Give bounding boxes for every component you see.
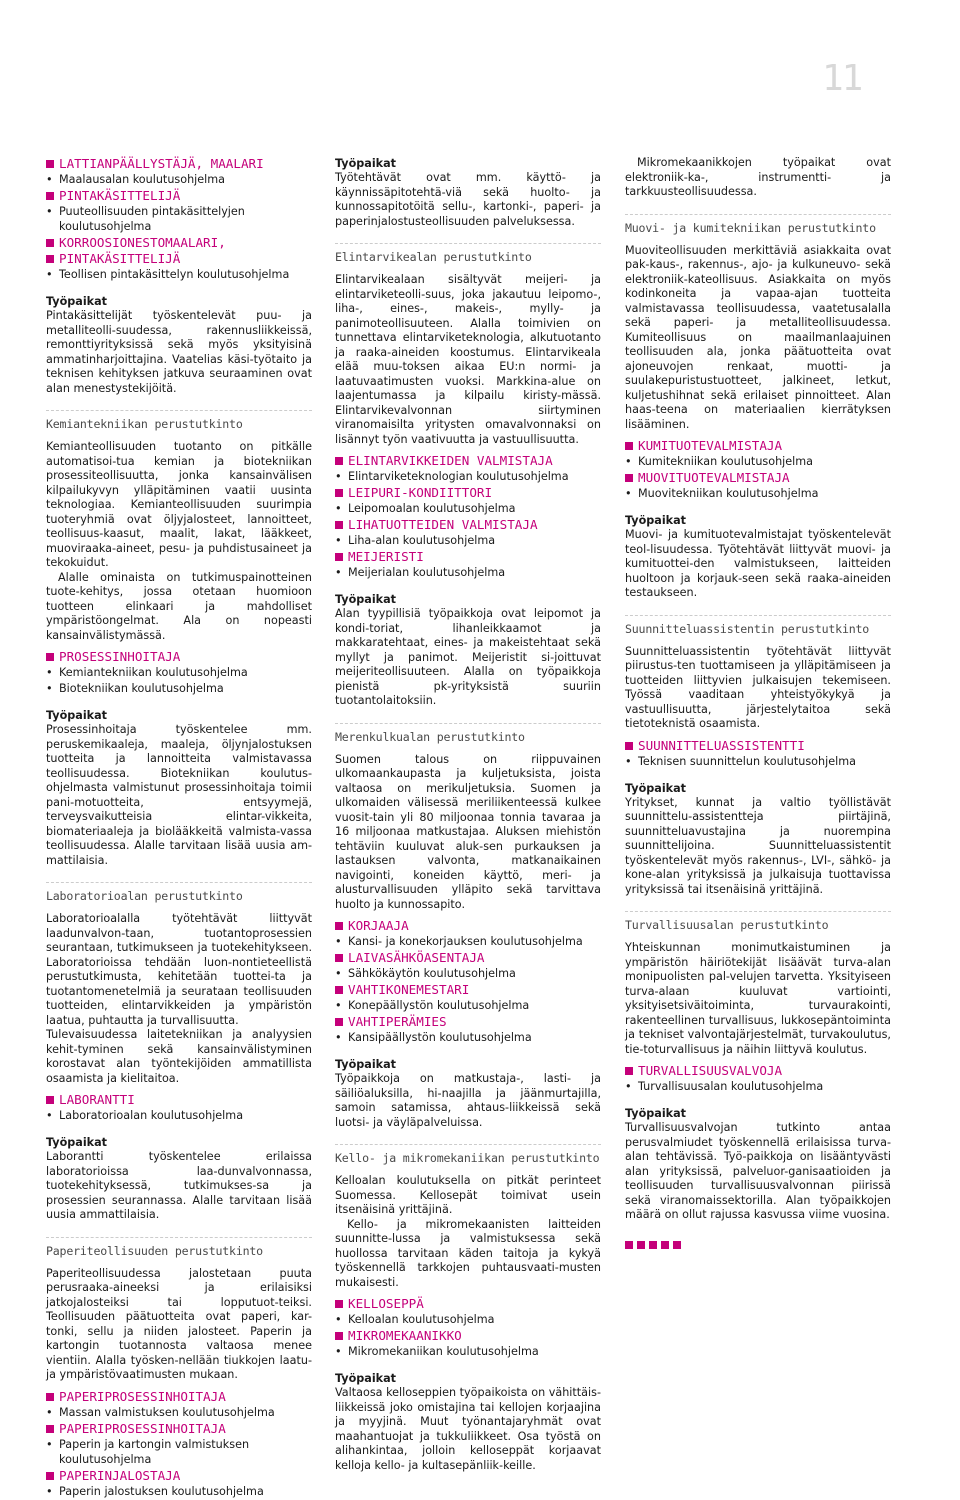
workplaces-heading: Työpaikat	[625, 1107, 687, 1120]
job-title: VAHTIPERÄMIES	[335, 1014, 601, 1030]
program-item: • Maalausalan koulutusohjelma	[46, 172, 312, 187]
square-icon	[637, 1241, 645, 1249]
program-item: • Liha-alan koulutusohjelma	[335, 533, 601, 548]
page-number: 11	[822, 58, 862, 99]
job-title: PAPERINJALOSTAJA	[46, 1468, 312, 1484]
job-title: KORROOSIONESTOMAALARI,	[46, 235, 312, 251]
section-heading: Kemiantekniikan perustutkinto	[46, 410, 312, 432]
column-left	[46, 156, 312, 1500]
job-title: MUOVITUOTEVALMISTAJA	[625, 470, 891, 486]
column-right	[625, 156, 891, 1249]
job-title: LABORANTTI	[46, 1092, 312, 1108]
workplaces-heading: Työpaikat	[46, 709, 108, 722]
column-middle	[335, 156, 601, 1487]
program-item: • Turvallisuusalan koulutusohjelma	[625, 1079, 891, 1094]
program-item: • Konepäällystön koulutusohjelma	[335, 998, 601, 1013]
job-title: MEIJERISTI	[335, 549, 601, 565]
paragraph: Laborantti työskentelee erilaissa laboratorioissa laa-dunvalvonnassa, tuotekehityksessä, tutkimukses-sa ja prosessien seurannassa. Alalle tarvitaan lisää uusia ammattilaisia.	[46, 1150, 312, 1221]
job-title: PINTAKÄSITTELIJÄ	[46, 188, 312, 204]
paragraph: Kemianteollisuuden tuotanto on pitkälle automatisoi-tua kemian ja biotekniikan prosessiteollisuutta, jonka kansainvälisen kilpailukyvyn ylläpitäminen vaatii uusinta teknologiaa. Kemianteollisuuden suurimpia tuoteryhmiä ovat öljyjalosteet, lannoitteet, teollisuus-kaasut, maalit, lakat, lääkkeet, muoviraaka-aineet, pesu- ja puhdistusaineet ja tekokuidut.	[46, 440, 312, 569]
paragraph: Alan tyypillisiä työpaikkoja ovat leipomot ja kondi-toriat, lihanleikkaamot ja makkaratehtaat, eines- ja makeistehtaat sekä myllyt ja panimot. Meijeristit si-joittuvat meijeriteollisuuteen. Alalla on työpaikkoja pienistä pk-yrityksistä suuriin tuotantolaitoksiin.	[335, 607, 601, 707]
square-icon	[649, 1241, 657, 1249]
paragraph: Yhteiskunnan monimutkaistuminen ja ympäristön häiriötekijät lisäävät turva-alan monipuolisten pal-velujen tarvetta. Yksityiseen turva-alaan kuuluvat vartiointi, yksityisetsiväitoiminta, turvaurakointi, rakenteellinen turvallisuus, lukkosepäntoiminta ja tekniset valvontajärjestelmät, turvakoulutus, tie-toturvallisuus ja näihin liittyvä koulutus.	[625, 941, 891, 1056]
job-title: KELLOSEPPÄ	[335, 1296, 601, 1312]
workplaces-heading: Työpaikat	[335, 157, 397, 170]
job-title: LIHATUOTTEIDEN VALMISTAJA	[335, 517, 601, 533]
job-title-line: PINTAKÄSITTELIJÄ	[59, 251, 181, 266]
square-icon	[661, 1241, 669, 1249]
section-heading: Suunnitteluassistentin perustutkinto	[625, 615, 891, 637]
section-heading: Muovi- ja kumitekniikan perustutkinto	[625, 214, 891, 236]
paragraph: Mikromekaanikkojen työpaikat ovat elektroniik-ka-, instrumentti- ja tarkkuusteollisuudessa.	[625, 156, 891, 198]
paragraph: Laboratorioalalla työtehtävät liittyvät laadunvalvon-taan, tuotantoprosessien seurantaan, tutkimukseen ja tuotekehitykseen. Laboratorioissa tehdään luon-nontieteellistä perustutkimusta, kehitetään tuottei-ta ja tuotantomenetelmiä ja seurataan teollisuuden tuotteiden, elintarvikkeiden ja ympäristön laatua, puhtautta ja turvallisuutta.	[46, 912, 312, 1027]
job-title: PAPERIPROSESSINHOITAJA	[46, 1389, 312, 1405]
job-title: PAPERIPROSESSINHOITAJA	[46, 1421, 312, 1437]
section-heading: Laboratorioalan perustutkinto	[46, 882, 312, 904]
program-item: • Kelloalan koulutusohjelma	[335, 1312, 601, 1327]
paragraph: Alalle ominaista on tutkimuspainotteinen tuote-kehitys, jossa otetaan huomioon tuotteen elinkaari ja mahdolliset ympäristöongelmat. Ala on nopeasti kansainvälistymässä.	[46, 570, 312, 642]
paragraph: Suunnitteluassistentin työtehtävät liittyvät piirustus-ten tuottamiseen ja ylläpitämiseen ja tuotteiden liittyvien julkaisujen tekemiseen. Työssä vaaditaan yhteistyökykyä ja vastuullisuutta, järjestelytaitoa sekä tietoteknistä osaamista.	[625, 644, 891, 730]
job-title: LEIPURI-KONDIITTORI	[335, 485, 601, 501]
paragraph: Pintakäsittelijät työskentelevät puu- ja metalliteolli-suudessa, rakennusliikkeissä, remonttiyrityksissä sekä myös yksityisinä ammatinharjoittajina. Vaatelias käsi-työtaito ja teknisen kehityksen jatkuva seuraaminen ovat alan menestystekijöitä.	[46, 309, 312, 395]
program-item: • Kemiantekniikan koulutusohjelma	[46, 665, 312, 680]
section-heading: Elintarvikealan perustutkinto	[335, 243, 601, 265]
job-title: LAIVASÄHKÖASENTAJA	[335, 950, 601, 966]
job-title: KUMITUOTEVALMISTAJA	[625, 438, 891, 454]
program-item: • Puuteollisuuden pintakäsittelyjen koulutusohjelma	[46, 204, 312, 234]
program-item: • Teollisen pintakäsittelyn koulutusohjelma	[46, 267, 312, 282]
paragraph: Paperiteollisuudessa jalostetaan puuta perusraaka-aineeksi ja erilaisiksi jatkojalosteiksi tai lopputuot-teiksi. Teollisuuden päätuotteita ovat paperi, kar-tonki, sellu ja niiden jalosteet. Paperin ja kartongin tuotannosta valtaosa menee vientiin. Alalla työsken-nellään tiukkojen laatu- ja ympäristövaatimusten mukaan.	[46, 1266, 312, 1381]
program-item: • Laboratorioalan koulutusohjelma	[46, 1108, 312, 1123]
program-item: • Kansipäällystön koulutusohjelma	[335, 1030, 601, 1045]
workplaces-heading: Työpaikat	[46, 295, 108, 308]
program-item: • Teknisen suunnittelun koulutusohjelma	[625, 754, 891, 769]
paragraph: Yritykset, kunnat ja valtio työllistävät suunnittelu-assistentteja piirtäjinä, suunnitteluavustajina ja nuorempina suunnittelijoina. Suunnitteluassistentit työskentelevät myös rakennus-, LVI-, sähkö- ja kone-alan yrityksissä ja julkaisuja tuottavissa yrityksissä tai itsenäisinä yrittäjinä.	[625, 795, 891, 896]
workplaces-heading: Työpaikat	[335, 1372, 397, 1385]
program-item: • Paperin jalostuksen koulutusohjelma	[46, 1484, 312, 1499]
job-title-continued	[46, 251, 312, 267]
paragraph: Työpaikkoja on matkustaja-, lasti- ja säiliöaluksilla, hi-naajilla ja jäänmurtajilla, samoin satamissa, ahtaus-liikkeissä sekä luotsi- ja väyläpalveluissa.	[335, 1072, 601, 1129]
paragraph: Kello- ja mikromekaanisten laitteiden suunnitte-lussa ja valmistuksessa sekä huollossa tarvitaan käden taitoja ja kykyä työskennellä tarkkojen puhtausvaati-musten mukaisesti.	[335, 1217, 601, 1289]
section-heading: Turvallisuusalan perustutkinto	[625, 911, 891, 933]
paragraph: Prosessinhoitaja työskentelee mm. peruskemikaaleja, maaleja, öljynjalostuksen tuotteita ja lannoitteita valmistavassa teollisuudessa. Biotekniikan koulutus-ohjelmasta valmistunut prosessinhoitaja toimii pani-motuotteita, entsyymejä, terveysvaikutteisia elintar-vikkeita, biomateriaaleja ja biolääkkeitä valmista-vassa teollisuudessa. Alalle tarvitaan lisää uusia am-mattilaisia.	[46, 723, 312, 867]
program-item: • Sähkökäytön koulutusohjelma	[335, 966, 601, 981]
section-heading: Kello- ja mikromekaniikan perustutkinto	[335, 1144, 601, 1166]
section-heading: Merenkulkualan perustutkinto	[335, 723, 601, 745]
decorative-squares	[625, 1241, 891, 1249]
paragraph: Muoviteollisuuden merkittäviä asiakkaita ovat pak-kaus-, rakennus-, ajo- ja kulkuneuvo- sekä elektroniik-kateollisuus. Asiakkaita on myös kodinkoneita ja vapaa-ajan tuotteita valmistavassa teollisuudessa, vaatetusalalla sekä paperi- ja metalliteollisuudessa. Kumiteollisuus on maailmanlaajuinen teollisuuden ala, jonka päätuotteita ovat ajoneuvojen renkaat, muotti- ja suulakepuristustuotteet, jalkineet, letkut, kuljetushihnat sekä erilaiset pinnoitteet. Alan haas-teena on materiaalien kierrätyksen lisääminen.	[625, 243, 891, 431]
job-title: KORJAAJA	[335, 918, 601, 934]
job-title: VAHTIKONEMESTARI	[335, 982, 601, 998]
job-title: SUUNNITTELUASSISTENTTI	[625, 738, 891, 754]
program-item: • Mikromekaniikan koulutusohjelma	[335, 1344, 601, 1359]
program-item: • Meijerialan koulutusohjelma	[335, 565, 601, 580]
job-title: MIKROMEKAANIKKO	[335, 1328, 601, 1344]
job-title: TURVALLISUUSVALVOJA	[625, 1063, 891, 1079]
program-item: • Massan valmistuksen koulutusohjelma	[46, 1405, 312, 1420]
paragraph: Elintarvikealaan sisältyvät meijeri- ja elintarviketeolli-suus, joka jakautuu leipomo-, liha-, eines-, makeis-, mylly- ja panimoteollisuuteen. Alalla toimivien on tunnettava elintarviketeknologia, alkutuotanto ja raaka-aineiden koostumus. Elintarvikeala elää muu-toksen aikaa EU:n normi- ja laatuvaatimusten vuoksi. Markkina-alue on laajentumassa ja kilpailu kiristy-mässä. Elintarvikevalvonnan siirtyminen viranomaisilta yritysten omavalvonnaksi on lisännyt työn vaativuutta ja vastuullisuutta.	[335, 273, 601, 446]
program-item: • Leipomoalan koulutusohjelma	[335, 501, 601, 516]
workplaces-heading: Työpaikat	[625, 781, 687, 795]
paragraph: Kelloalan koulutuksella on pitkät perinteet Suomessa. Kellosepät toimivat usein itsenäisinä yrittäjinä.	[335, 1174, 601, 1216]
paragraph: Valtaosa kelloseppien työpaikoista on vähittäis-liikkeissä joko omistajina tai kellojen korjaajina ja myyjinä. Muut työnantajaryhmät ovat maahantuojat ja tukkuliikkeet. Osa työstä on alihankintaa, jolloin kelloseppät korjaavat kelloja kello- ja kultasepänliik-keille.	[335, 1386, 601, 1472]
workplaces-heading: Työpaikat	[46, 1136, 108, 1149]
workplaces-heading: Työpaikat	[335, 593, 397, 606]
paragraph: Turvallisuusvalvojan tutkinto antaa perusvalmiudet työskennellä erilaisissa turva-alan tehtävissä. Työ-paikkoja on lisääntyvästi alan yrityksissä, palveluor-ganisaatioiden ja teollisuuden turvallisuusvalvonnan piirissä sekä viranomaissektorilla. Alan työpaikkojen määrä on ollut rajussa kasvussa viime vuosina.	[625, 1121, 891, 1221]
section-heading: Paperiteollisuuden perustutkinto	[46, 1237, 312, 1259]
program-item: • Elintarviketeknologian koulutusohjelma	[335, 469, 601, 484]
paragraph: Suomen talous on riippuvainen ulkomaankaupasta ja kuljetuksista, joista valtaosa on merikuljetuksia. Suomen ja ulkomaiden välisessä meriliikenteessä kulkee vuosit-tain yli 80 miljoonaa tonnia tavaraa ja 16 miljoonaa matkustajaa. Aluksen miehistön tehtäviin kuuluvat aluk-sen purkauksen ja lastauksen valvonta, matkanaikainen navigointi, koneiden käyttö, meri- ja alusturvallisuuden ylläpito sekä tarvittava huolto ja kunnossapito.	[335, 752, 601, 911]
program-item: • Kumitekniikan koulutusohjelma	[625, 454, 891, 469]
program-item: • Biotekniikan koulutusohjelma	[46, 681, 312, 696]
job-title: PROSESSINHOITAJA	[46, 649, 312, 665]
square-icon	[625, 1241, 633, 1249]
paragraph: Muovi- ja kumituotevalmistajat työskentelevät teol-lisuudessa. Työtehtävät liittyvät muovi- ja kumituottei-den valmistukseen, laitteiden huoltoon ja korjauk-seen sekä raaka-aineiden testaukseen.	[625, 528, 891, 599]
paragraph: Tulevaisuudessa laitetekniikan ja analyysien kehit-tyminen sekä kansainvälistyminen korostavat alan työntekijöiden ammatillista osaamista ja kielitaitoa.	[46, 1028, 312, 1085]
square-icon	[673, 1241, 681, 1249]
paragraph: Työtehtävät ovat mm. käyttö- ja käynnissäpitotehtä-viä sekä huolto- ja kunnossapitotöitä sellu-, kartonki-, paperi- ja paperinjalostusteollisuuden palveluksessa.	[335, 171, 601, 228]
workplaces-heading: Työpaikat	[625, 514, 687, 527]
workplaces-heading: Työpaikat	[335, 1058, 397, 1071]
program-item: • Paperin ja kartongin valmistuksen koulutusohjelma	[46, 1437, 312, 1467]
program-item: • Muovitekniikan koulutusohjelma	[625, 486, 891, 501]
job-title: ELINTARVIKKEIDEN VALMISTAJA	[335, 453, 601, 469]
program-item: • Kansi- ja konekorjauksen koulutusohjelma	[335, 934, 601, 949]
job-title: LATTIANPÄÄLLYSTÄJÄ, MAALARI	[46, 156, 312, 172]
